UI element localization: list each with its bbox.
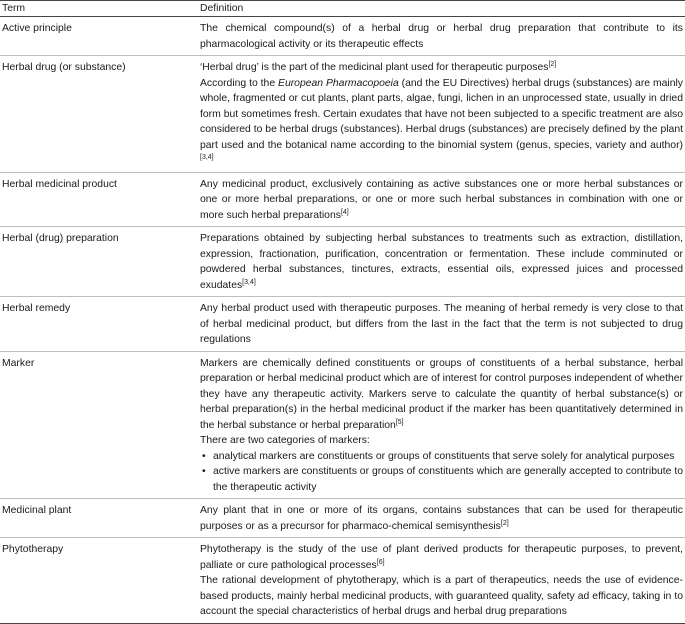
- definition-cell: [198, 351, 685, 499]
- bullet-icon: •: [202, 466, 206, 477]
- definition-cell: [198, 227, 685, 297]
- definition-text: The rational development of phytotherapy, which is a part of therapeutics, needs the use of evidence-based products, mainly herbal medicinal products, with guaranteed quality, safety ad efficacy, taking in to account the special characteristics of herbal drugs and herbal drug preparations: [200, 575, 683, 617]
- term-cell: Herbal drug (or substance): [0, 56, 198, 173]
- definition-cell: [198, 17, 685, 56]
- term-cell: Phytotherapy: [0, 538, 198, 624]
- list-item: [200, 464, 683, 495]
- marker-categories-list: [200, 449, 683, 496]
- table-row: [0, 351, 685, 499]
- definition-text: [200, 60, 683, 76]
- header-definition: Definition: [198, 1, 685, 17]
- term-cell: Herbal remedy: [0, 297, 198, 352]
- definition-text-span: Phytotherapy is the study of the use of plant derived products for therapeutic purposes, to prevent, palliate or cure pathological processes: [200, 544, 683, 571]
- definition-cell: [198, 499, 685, 538]
- definition-text-span: ‘Herbal drug’ is the part of the medicinal plant used for therapeutic purposes: [200, 62, 549, 73]
- table-row: [0, 227, 685, 297]
- table-row: [0, 499, 685, 538]
- definition-cell: [198, 538, 685, 624]
- list-item-text: analytical markers are constituents or groups of constituents that serve solely for analytical purposes: [213, 450, 675, 462]
- list-item-text: active markers are constituents or groups of constituents which are generally accepted to contribute to the therapeutic activity: [213, 466, 683, 493]
- definition-text-span: (and the EU Directives) herbal drugs (substances) are mainly whole, fragmented or cut plants, plant parts, algae, fungi, lichen in an unprocessed state, usually in dried form but sometimes fresh. Certain exudates that have not been subjected to a specific treatment are also considered to be herbal drugs (substances). Herbal drugs (substances) are precisely defined by the plant part used and the botanical name according to the binomial system (genus, species, variety and author): [200, 77, 683, 151]
- definition-text-span: According to the: [200, 77, 279, 89]
- pharmacopoeia-title: European Pharmacopoeia: [278, 77, 399, 89]
- definition-cell: [198, 172, 685, 227]
- term-cell: Active principle: [0, 17, 198, 56]
- citation-ref: [2]: [548, 61, 557, 68]
- definition-text: The chemical compound(s) of a herbal drug or herbal drug preparation that contribute to its pharmacological activity or its therapeutic effects: [200, 23, 683, 50]
- citation-ref: [3,4]: [242, 278, 256, 286]
- bullet-icon: •: [202, 450, 206, 462]
- definition-text-span: Any medicinal product, exclusively containing as active substances one or more herbal substances or one or more herbal preparations, or one or more such herbal substances in combination with one or more such herbal preparations: [200, 178, 683, 221]
- header-term: Term: [0, 1, 198, 17]
- definition-cell: [198, 56, 685, 173]
- table-row: [0, 172, 685, 227]
- definition-text-span: Preparations obtained by subjecting herbal substances to treatments such as extraction, distillation, expression, fractionation, purification, concentration or fermentation. These include comminuted or powdered herbal substances, tinctures, extracts, essential oils, expressed juices and processed exudates: [200, 233, 683, 291]
- table-row: [0, 538, 685, 624]
- header-row: [0, 1, 685, 17]
- definition-text-span: Any plant that in one or more of its organs, contains substances that can be used for therapeutic purposes or as a precursor for pharmaco-chemical semisynthesis: [200, 505, 683, 532]
- definition-text: Any herbal product used with therapeutic purposes. The meaning of herbal remedy is very close to that of herbal medicinal product, but differs from the last in the fact that the term is not subjected to drug regulations: [200, 303, 683, 345]
- definition-text: [200, 76, 683, 169]
- definition-text: [200, 503, 683, 534]
- term-cell: Marker: [0, 351, 198, 499]
- citation-ref: [5]: [395, 418, 404, 426]
- definition-text: There are two categories of markers:: [200, 435, 370, 446]
- term-cell: Herbal medicinal product: [0, 172, 198, 227]
- citation-ref: [6]: [376, 558, 385, 566]
- citation-ref: [2]: [500, 519, 509, 527]
- term-cell: Herbal (drug) preparation: [0, 227, 198, 297]
- citation-ref: [3,4]: [200, 154, 214, 161]
- citation-ref: [4]: [340, 208, 349, 216]
- term-cell: Medicinal plant: [0, 499, 198, 538]
- definition-text-span: Markers are chemically defined constituents or groups of constituents of a herbal substance, herbal preparation or herbal medicinal product which are of interest for control purposes independent of whether they have any therapeutic activity. Markers serve to calculate the quantity of herbal substance(s) or herbal preparation(s) in the herbal medicinal product if the marker has been quantitatively determined in the herbal substance or herbal preparation: [200, 357, 683, 431]
- table-row: [0, 56, 685, 173]
- table-row: [0, 297, 685, 352]
- definition-text: [200, 231, 683, 293]
- definition-text: [200, 177, 683, 224]
- table-row: [0, 17, 685, 56]
- definition-text: [200, 356, 683, 434]
- definition-cell: [198, 297, 685, 352]
- list-item: [200, 449, 683, 465]
